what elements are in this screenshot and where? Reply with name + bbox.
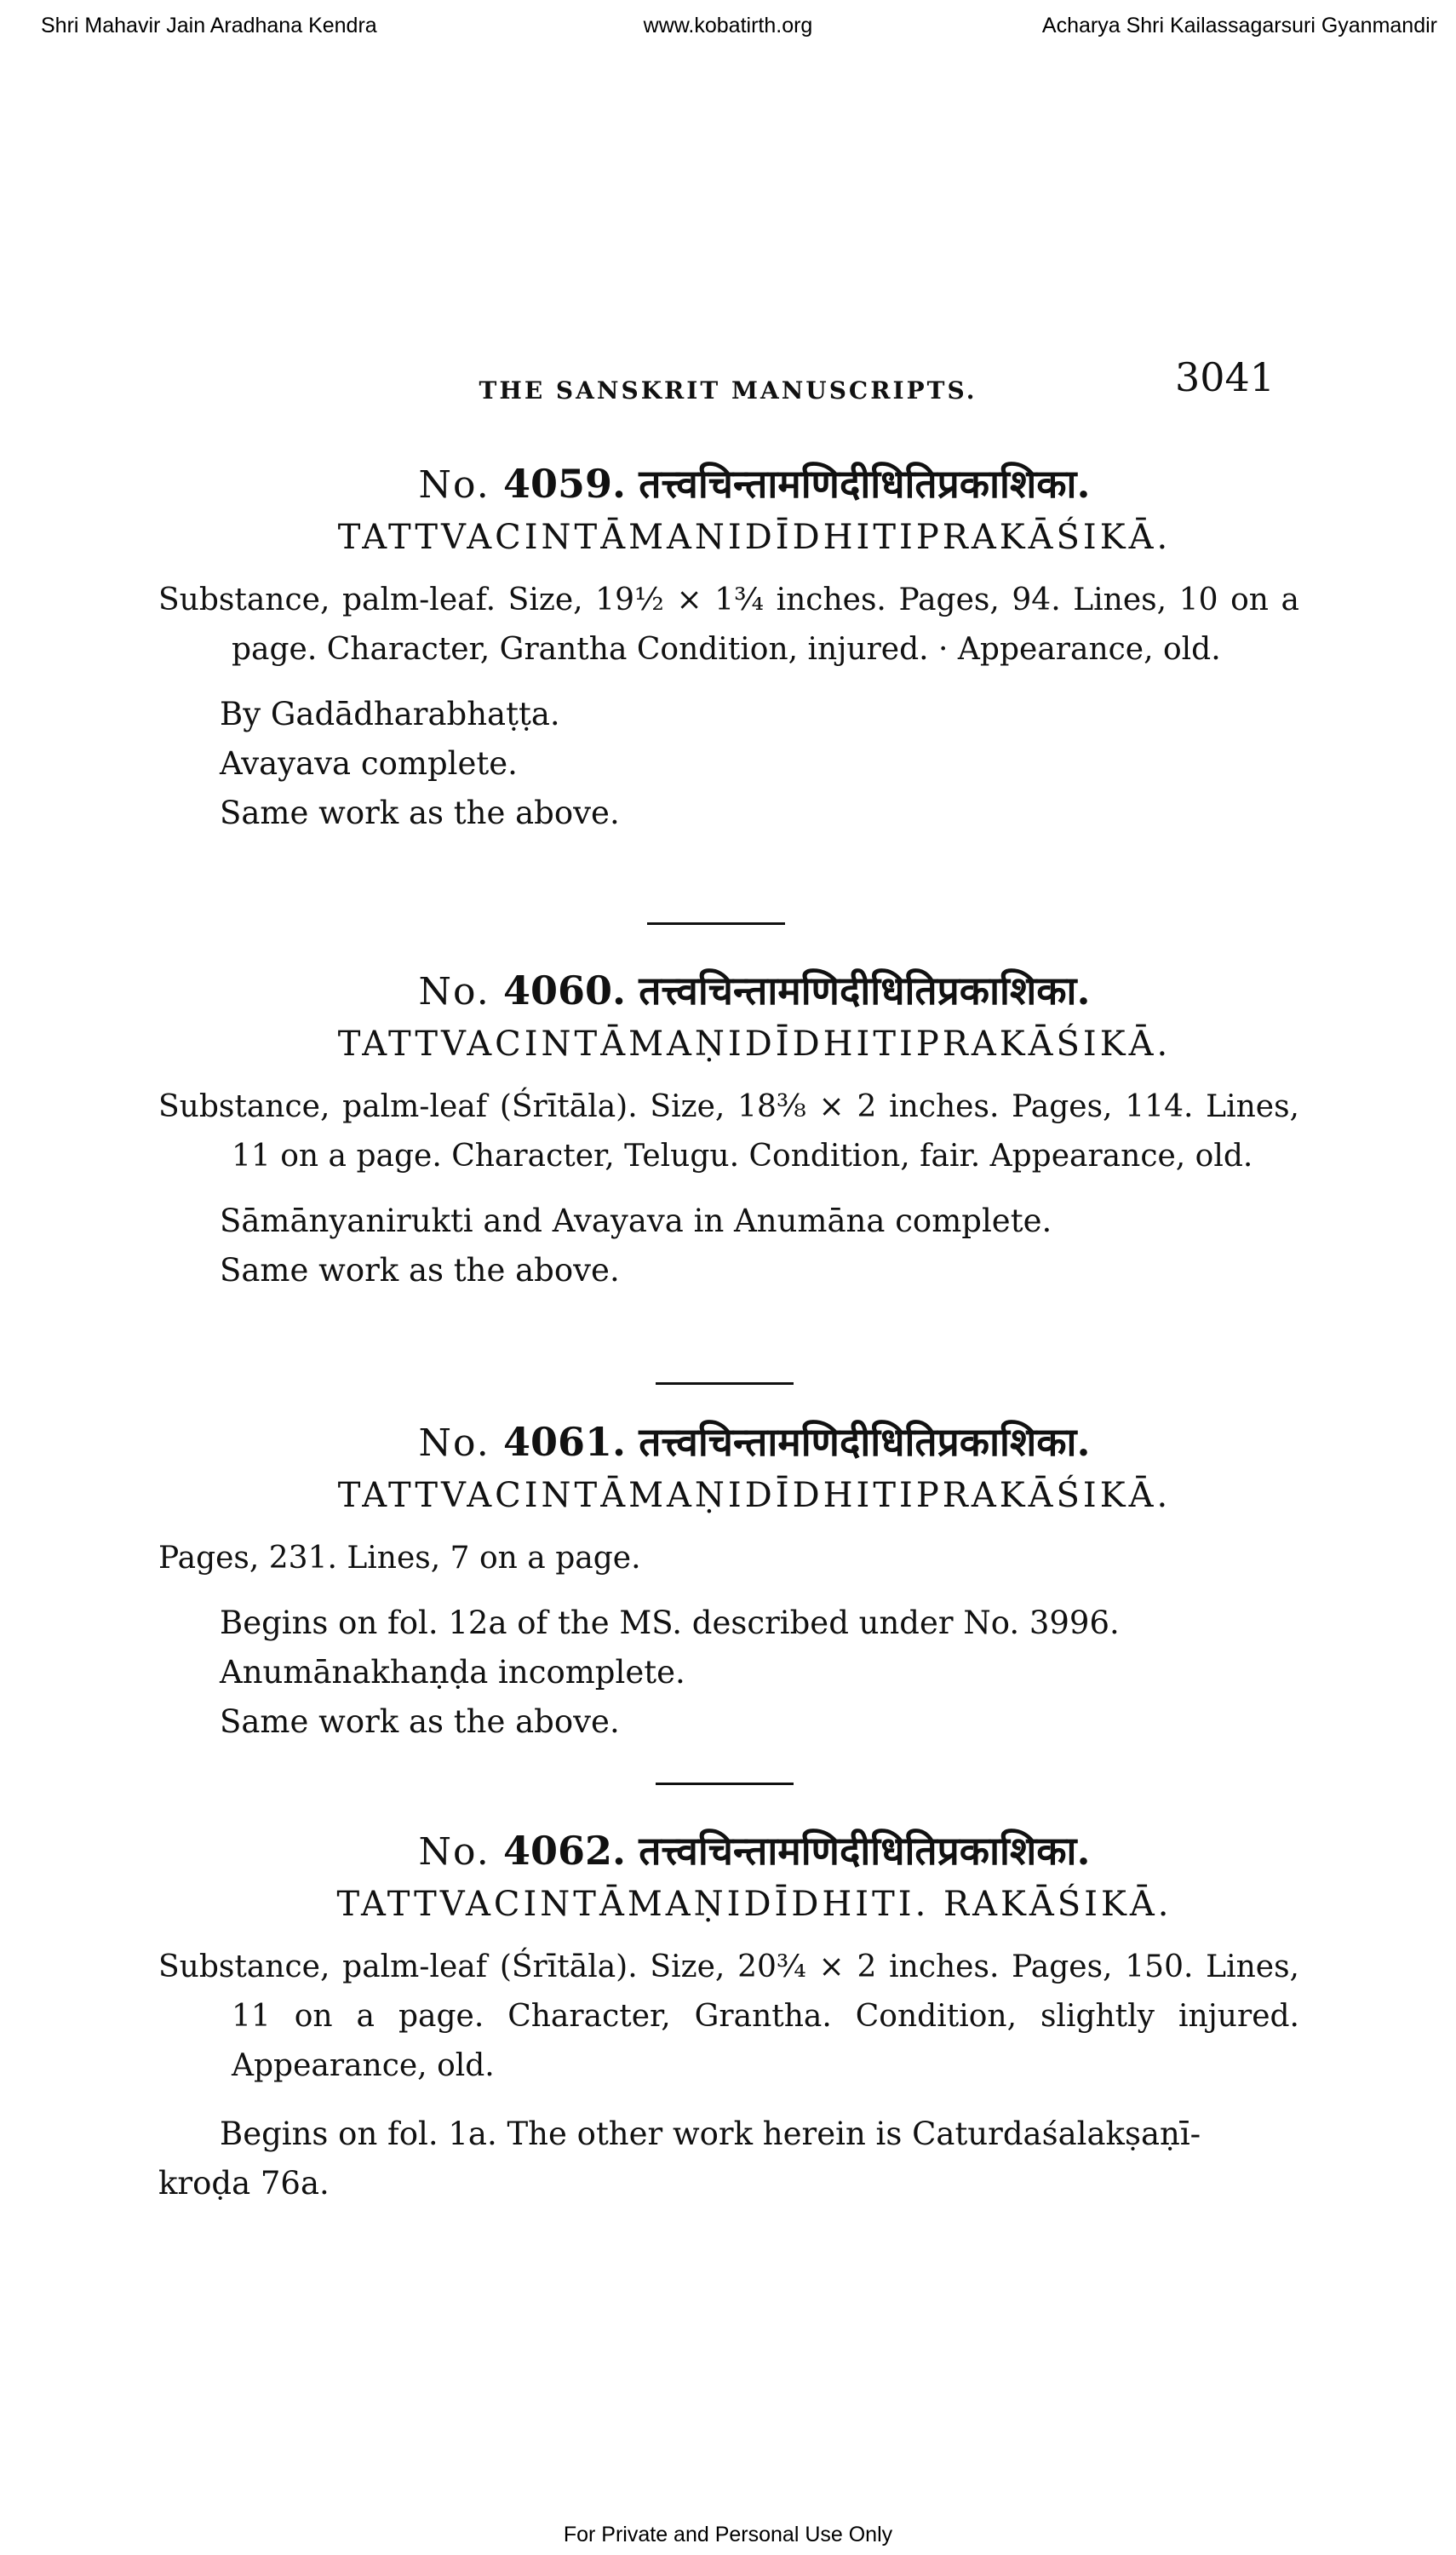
header-left-text: Shri Mahavir Jain Aradhana Kendra: [41, 14, 377, 37]
entry-description: Substance, palm-leaf (Śrītāla). Size, 18⅜ × 2 inches. Pages, 114. Lines, 11 on a page. Character, Telugu. Condition, fair. Appearance, old.: [158, 1089, 1299, 1174]
running-title: THE SANSKRIT MANUSCRIPTS.: [479, 376, 977, 405]
header-center-url: www.kobatirth.org: [643, 14, 813, 37]
header-right-text: Acharya Shri Kailassagarsuri Gyanmandir: [1041, 14, 1437, 37]
entry-note: Same work as the above.: [220, 1252, 620, 1289]
entry-transliterated-title: TATTVACINTĀMAṆIDĪDHITI. RAKĀŚIKĀ.: [336, 1885, 1172, 1924]
manuscript-entry-4059: [158, 458, 1299, 838]
entry-no-label: No.: [418, 463, 490, 507]
entry-note: Begins on fol. 12a of the MS. described under No. 3996.: [220, 1605, 1120, 1641]
entry-heading: [209, 1416, 1299, 1469]
footer-text: For Private and Personal Use Only: [563, 2523, 893, 2546]
entry-note: Anumānakhaṇḍa incomplete.: [220, 1654, 685, 1691]
entry-note-line: Begins on fol. 1a. The other work herein is Caturdaśalakṣaṇī-: [220, 2116, 1201, 2152]
section-divider: [656, 1783, 794, 1785]
entry-transliterated-title: TATTVACINTĀMAṆIDĪDHITIPRAKĀŚIKĀ.: [337, 1476, 1172, 1515]
entry-number: 4060.: [502, 967, 627, 1013]
entry-note: Same work as the above.: [220, 795, 620, 831]
manuscript-entry-4061: [158, 1416, 1299, 1747]
entry-note: Same work as the above.: [220, 1703, 620, 1740]
entry-description: Pages, 231. Lines, 7 on a page.: [158, 1541, 641, 1576]
entry-number: 4061.: [502, 1419, 627, 1465]
entry-note-continuation: kroḍa 76a.: [158, 2165, 330, 2202]
entry-heading: [209, 1825, 1299, 1878]
entry-description: Substance, palm-leaf (Śrītāla). Size, 20¾ × 2 inches. Pages, 150. Lines, 11 on a page. Character, Grantha. Condition, slightly injured. Appearance, old.: [158, 1949, 1299, 2083]
entry-transliterated-title: TATTVACINTĀMANIDĪDHITIPRAKĀŚIKĀ.: [337, 518, 1172, 557]
entry-devanagari-title: तत्त्वचिन्तामणिदीधितिप्रकाशिका.: [639, 967, 1091, 1013]
entry-number: 4062.: [502, 1828, 627, 1874]
entry-transliterated-title: TATTVACINTĀMAṆIDĪDHITIPRAKĀŚIKĀ.: [337, 1025, 1172, 1064]
entry-note: Avayava complete.: [220, 745, 518, 782]
entry-devanagari-title: तत्त्वचिन्तामणिदीधितिप्रकाशिका.: [639, 1828, 1091, 1874]
page-number: 3041: [1175, 354, 1275, 400]
entry-heading: [209, 965, 1299, 1018]
section-divider: [656, 1382, 794, 1385]
entry-no-label: No.: [418, 1421, 490, 1465]
entry-devanagari-title: तत्त्वचिन्तामणिदीधितिप्रकाशिका.: [639, 461, 1091, 507]
manuscript-entry-4062: [158, 1825, 1299, 2208]
entry-number: 4059.: [502, 461, 627, 507]
entry-devanagari-title: तत्त्वचिन्तामणिदीधितिप्रकाशिका.: [639, 1419, 1091, 1465]
manuscript-entry-4060: [158, 965, 1299, 1295]
section-divider: [647, 922, 785, 925]
entry-note: Sāmānyanirukti and Avayava in Anumāna complete.: [220, 1203, 1052, 1239]
entry-no-label: No.: [418, 970, 490, 1013]
entry-note: By Gadādharabhaṭṭa.: [220, 696, 560, 732]
entry-description: Substance, palm-leaf. Size, 19½ × 1¾ inches. Pages, 94. Lines, 10 on a page. Character, Grantha Condition, injured. · Appearance, old.: [158, 583, 1299, 667]
entry-note: [158, 2110, 1299, 2208]
entry-no-label: No.: [418, 1830, 490, 1874]
entry-heading: [209, 458, 1299, 511]
